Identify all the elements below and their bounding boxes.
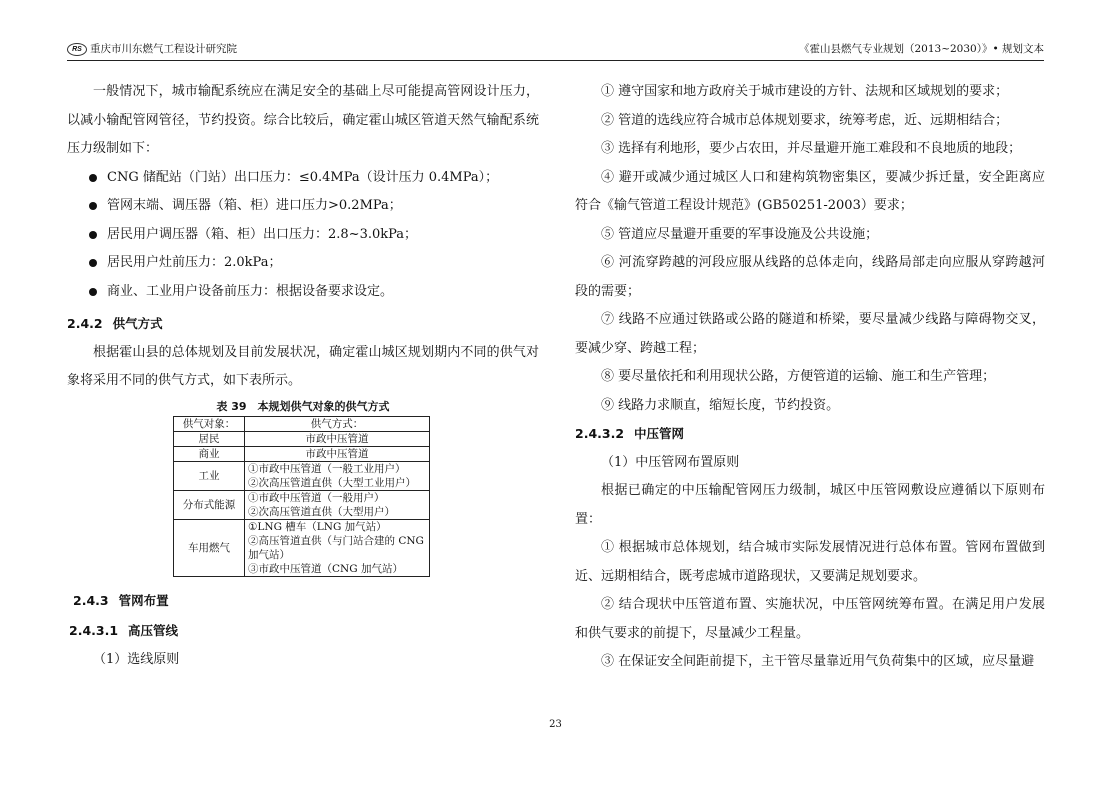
table-cell: 工业 [174,461,245,490]
principle-item: ⑤ 管道应尽量避开重要的军事设施及公共设施； [601,226,879,242]
table-row [174,416,430,431]
bullet-icon [89,174,97,182]
table-cell: 市政中压管道 [245,431,430,446]
mid-pressure-paragraph: ③ 在保证安全间距前提下，主干管尽量靠近用气负荷集中的区域，应尽量避 [601,654,1035,669]
supply-table [173,416,430,577]
table-cell: 分布式能源 [174,490,245,519]
bullet-item: 管网末端、调压器（箱、柜）进口压力>0.2MPa； [67,192,539,221]
table-row [174,431,430,446]
bullet-item: CNG 储配站（门站）出口压力：≤0.4MPa（设计压力 0.4MPa）； [67,164,539,193]
table-row [174,490,430,519]
principle-item: ② 管道的选线应符合城市总体规划要求，统筹考虑，近、远期相结合； [601,112,1009,128]
supply-paragraph: 根据霍山县的总体规划及目前发展状况，确定霍山城区规划期内不同的供气对象将采用不同的供气方式，如下表所示。 [67,344,539,388]
table-cell: ①LNG 槽车（LNG 加气站） ②高压管道直供（与门站合建的 CNG 加气站） ③市政中压管道（CNG 加气站） [245,519,430,576]
page-header [67,40,1044,61]
mid-pressure-paragraph: 根据已确定的中压输配管网压力级制，城区中压管网敷设应遵循以下原则布置： [575,483,1045,527]
bullet-icon [89,231,97,239]
table-cell: 市政中压管道 [245,446,430,461]
table-cell: ①市政中压管道（一般工业用户） ②次高压管道直供（大型工业用户） [245,461,430,490]
principle-item: ④ 避开或减少通过城区人口和建构筑物密集区，要减少拆迁量，安全距离应符合《输气管道工程设计规范》(GB50251-2003）要求； [575,169,1045,213]
page-number: 23 [549,719,562,730]
bullet-item: 居民用户调压器（箱、柜）出口压力：2.8~3.0kPa； [67,221,539,250]
bullet-icon [89,288,97,296]
table-cell: 居民 [174,431,245,446]
bullet-item: 居民用户灶前压力：2.0kPa； [67,249,539,278]
table-cell: ①市政中压管道（一般用户） ②次高压管道直供（大型用户） [245,490,430,519]
rs-logo-icon: RS [67,43,87,56]
table-cell: 商业 [174,446,245,461]
table-row [174,461,430,490]
table-header-cell: 供气方式： [245,416,430,431]
intro-paragraph: 一般情况下，城市输配系统应在满足安全的基础上尽可能提高管网设计压力，以减小输配管网管径，节约投资。综合比较后，确定霍山城区管道天然气输配系统压力级制如下： [67,84,539,156]
section-heading-2-4-3-1: 2.4.3.1 高压管线 [69,623,179,638]
table-row [174,446,430,461]
principle-item: ⑦ 线路不应通过铁路或公路的隧道和桥梁，要尽量减少线路与障碍物交叉，要减少穿、跨越工程； [575,312,1045,356]
mid-pressure-paragraph: ② 结合现状中压管道布置、实施状况，中压管网统筹布置。在满足用户发展和供气要求的前提下，尽量减少工程量。 [575,597,1045,641]
principle-item: ⑥ 河流穿跨越的河段应服从线路的总体走向，线路局部走向应服从穿跨越河段的需要； [575,255,1045,299]
bullet-icon [89,259,97,267]
bullet-item: 商业、工业用户设备前压力：根据设备要求设定。 [67,278,539,307]
bullet-icon [89,202,97,210]
left-column [67,78,539,674]
principle-item: ① 遵守国家和地方政府关于城市建设的方针、法规和区域规划的要求； [601,84,1009,99]
right-column [575,78,1045,677]
section-heading-2-4-2: 2.4.2 供气方式 [67,316,163,331]
header-doc-title: 《霍山县燃气专业规划（2013~2030）》• 规划文本 [798,43,1044,55]
table-title: 表 39 本规划供气对象的供气方式 [216,399,390,413]
principle-item: ⑧ 要尽量依托和利用现状公路，方便管道的运输、施工和生产管理； [601,369,996,384]
mid-pressure-subheading: （1）中压管网布置原则 [601,454,740,470]
principle-item: ⑨ 线路力求顺直，缩短长度，节约投资。 [601,397,840,413]
section-heading-2-4-3: 2.4.3 管网布置 [73,592,169,608]
selection-principle-label: （1）选线原则 [93,651,180,667]
table-header-cell: 供气对象： [174,416,245,431]
table-cell: 车用燃气 [174,519,245,576]
header-left [67,40,237,58]
header-org: 重庆市川东燃气工程设计研究院 [90,43,237,55]
table-row [174,519,430,576]
section-heading-2-4-3-2: 2.4.3.2 中压管网 [575,426,685,441]
mid-pressure-paragraph: ① 根据城市总体规划，结合城市实际发展情况进行总体布置。管网布置做到近、远期相结合，既考虑城市道路现状，又要满足规划要求。 [575,540,1045,584]
principle-item: ③ 选择有利地形，要少占农田，并尽量避开施工难段和不良地质的地段； [601,141,1022,156]
